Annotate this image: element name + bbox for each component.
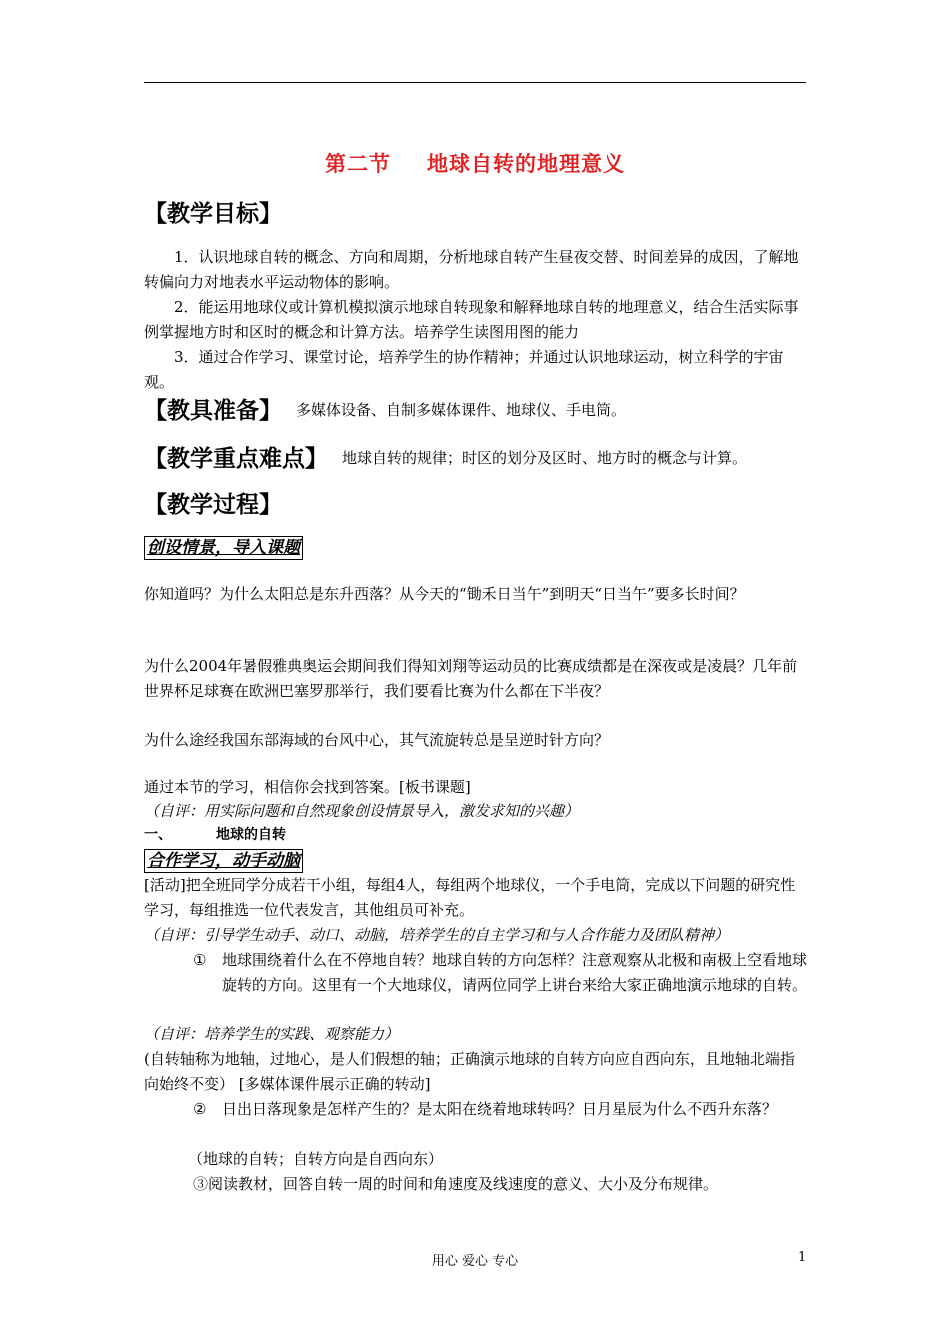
keypoints-section — [144, 440, 747, 473]
process-heading: 【教学过程】 — [144, 492, 282, 518]
title-section: 第二节 — [325, 152, 391, 176]
goal-item-2: 2．能运用地球仪或计算机模拟演示地球自转现象和解释地球自转的地理意义，结合生活实际事例掌握地方时和区时的概念和计算方法。培养学生读图用图的能力 — [144, 298, 799, 341]
item-3-text: ③阅读教材，回答自转一周的时间和角速度及线速度的意义、大小及分布规律。 — [193, 1175, 719, 1193]
goal-item-3: 3．通过合作学习、课堂讨论，培养学生的协作精神；并通过认识地球运动，树立科学的宇宙观。 — [144, 348, 784, 391]
answer-2: （地球的自转；自转方向是自西向东） — [188, 1150, 444, 1168]
section-label-intro: 创设情景，导入课题 — [144, 536, 303, 560]
item-2-text: 日出日落现象是怎样产生的？是太阳在绕着地球转吗？日月星辰为什么不西升东落？ — [222, 1100, 778, 1118]
keypoints-text: 地球自转的规律；时区的划分及区时、地方时的概念与计算。 — [342, 449, 748, 467]
subheading-number: 一、 — [144, 827, 172, 843]
self-comment-3: （自评：培养学生的实践、观察能力） — [144, 1025, 400, 1043]
question-4: 通过本节的学习，相信你会找到答案。[板书课题] — [144, 778, 471, 796]
activity-text: [活动]把全班同学分成若干小组，每组4人，每组两个地球仪，一个手电筒，完成以下问题的研究性学习，每组推选一位代表发言，其他组员可补充。 — [144, 876, 796, 919]
self-comment-2: （自评：引导学生动手、动口、动脑，培养学生的自主学习和与人合作能力及团队精神） — [144, 926, 730, 944]
header-rule — [144, 82, 806, 83]
item-2-number: ② — [193, 1100, 207, 1118]
tools-text: 多媒体设备、自制多媒体课件、地球仪、手电筒。 — [296, 401, 627, 419]
section-label-cooperate: 合作学习，动手动脑 — [144, 849, 303, 873]
subheading-text: 地球的自转 — [216, 827, 286, 843]
question-1: 你知道吗？为什么太阳总是东升西落？从今天的“锄禾日当午”到明天“日当午”要多长时间？ — [144, 585, 745, 603]
page-title — [0, 148, 950, 178]
item-1-number: ① — [193, 951, 207, 969]
question-3: 为什么途经我国东部海域的台风中心，其气流旋转总是呈逆时针方向？ — [144, 731, 610, 749]
page-number: 1 — [798, 1250, 807, 1265]
self-comment-1: （自评：用实际问题和自然现象创设情景导入，激发求知的兴趣） — [144, 802, 580, 820]
question-2: 为什么2004年暑假雅典奥运会期间我们得知刘翔等运动员的比赛成绩都是在深夜或是凌晨？几年前世界杯足球赛在欧洲巴塞罗那举行，我们要看比赛为什么都在下半夜？ — [144, 657, 798, 700]
goals-heading: 【教学目标】 — [144, 201, 282, 227]
goal-item-1: 1．认识地球自转的概念、方向和周期，分析地球自转产生昼夜交替、时间差异的成因，了解地转偏向力对地表水平运动物体的影响。 — [144, 248, 799, 291]
footer-motto: 用心 爱心 专心 — [431, 1254, 519, 1269]
item-1-text: 地球围绕着什么在不停地自转？地球自转的方向怎样？注意观察从北极和南极上空看地球旋转的方向。这里有一个大地球仪，请两位同学上讲台来给大家正确地演示地球的自转。 — [222, 951, 808, 994]
tools-section — [144, 392, 626, 425]
tools-heading: 【教具准备】 — [144, 398, 282, 424]
title-topic: 地球自转的地理意义 — [427, 152, 625, 176]
answer-1: (自转轴称为地轴，过地心，是人们假想的轴；正确演示地球的自转方向应自西向东，且地轴北端指向始终不变） [多媒体课件展示正确的转动] — [144, 1050, 795, 1093]
subheading — [144, 823, 808, 848]
keypoints-heading: 【教学重点难点】 — [144, 446, 328, 472]
